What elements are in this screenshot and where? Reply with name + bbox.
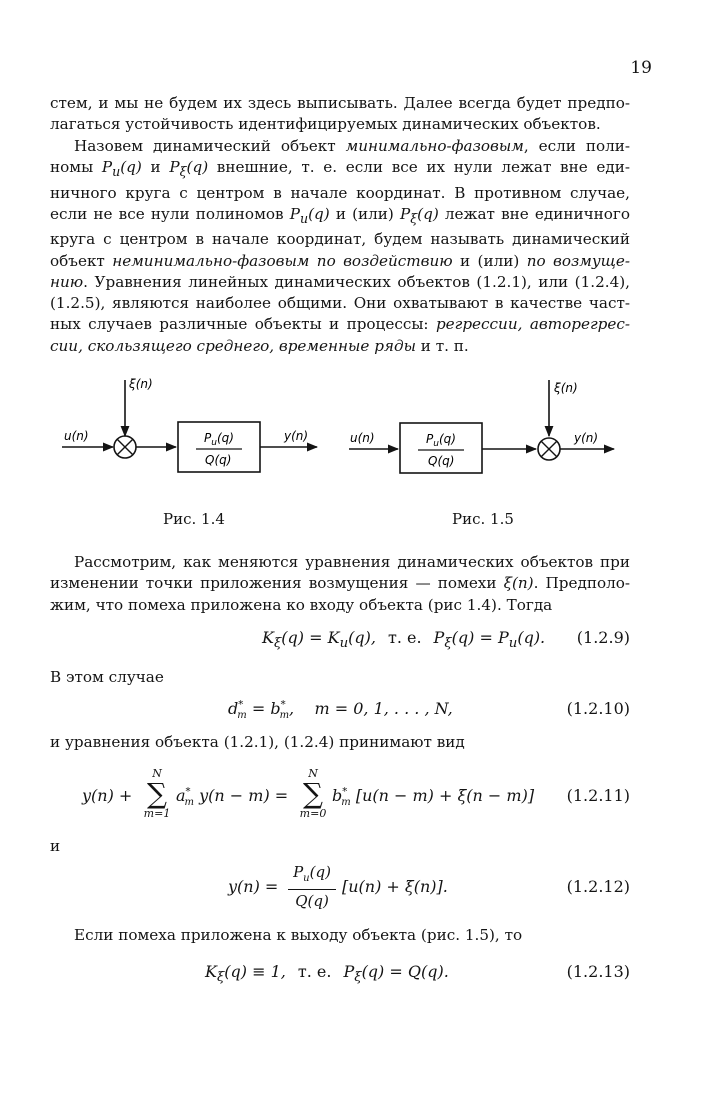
- equation-number: (1.2.11): [566, 786, 630, 805]
- figure-caption: Рис. 1.5: [452, 510, 514, 528]
- text-line: (1.2.5), являются наиболее общими. Они охватывают в качестве част-: [50, 294, 630, 313]
- page-number: 19: [630, 58, 652, 78]
- paragraph-2: [50, 136, 630, 357]
- text-line: если не все нули полиномов $P_u(q)$ и (или) $P_\xi(q)$ лежат вне единичного: [50, 204, 630, 226]
- equation-body: $K_\xi(q) \equiv 1$, т. е. $P_\xi(q) = Q(q)$.: [205, 962, 449, 986]
- input-label: u(n): [350, 431, 375, 445]
- input-label: u(n): [64, 429, 89, 443]
- text-line: изменении точки приложения возмущения — помехи ξ(n). Предполо-: [50, 574, 631, 593]
- equation-middle: $a^*_m$ y(n − m) =: [176, 786, 289, 809]
- noise-label: ξ(n): [129, 377, 153, 391]
- text-in-this-case: В этом случае: [50, 668, 164, 686]
- term-minimum-phase: минимально-фазовым: [345, 137, 524, 155]
- sum-operator: N ∑ m=1: [143, 767, 171, 820]
- text-if-output: Если помеха приложена к выходу объекта (рис. 1.5), то: [74, 926, 523, 944]
- block-denominator: Q(q): [428, 454, 455, 468]
- text-line: объект неминимально-фазовым по воздействию и (или) по возмуще-: [50, 251, 631, 270]
- summing-junction: [114, 436, 136, 458]
- block-denominator: Q(q): [205, 453, 232, 467]
- figure-1-4: [62, 377, 317, 472]
- equation-lhs: y(n) +: [82, 786, 133, 805]
- paragraph-3: [50, 552, 630, 616]
- equation-number: (1.2.10): [566, 699, 630, 718]
- noise-label: ξ(n): [554, 381, 578, 395]
- equation-number: (1.2.13): [566, 962, 630, 981]
- equation-body: $d^*_m = b^*_m$, m = 0, 1, . . . , N,: [228, 699, 453, 722]
- block-diagrams: [0, 360, 721, 500]
- equation-1-2-12: [50, 862, 630, 916]
- equation-1-2-11: [50, 768, 630, 828]
- text-line: нию. Уравнения линейных динамических объектов (1.2.1), или (1.2.4),: [50, 272, 630, 291]
- figure-1-5: [349, 380, 614, 473]
- equation-rhs: $b^*_m$ [u(n − m) + ξ(n − m)]: [332, 786, 535, 809]
- block-numerator: $P_u(q)$: [204, 431, 234, 448]
- output-label: y(n): [574, 431, 599, 445]
- equation-1-2-10: [50, 699, 630, 729]
- figure-caption: Рис. 1.4: [163, 510, 225, 528]
- text-line: круга с центром в начале координат, будем называть динамический: [50, 230, 630, 249]
- equation-1-2-9: [50, 628, 630, 658]
- equation-1-2-13: [50, 962, 630, 992]
- equation-lhs: y(n) =: [228, 877, 279, 896]
- equation-body: $K_\xi(q) = K_u(q)$, т. е. $P_\xi(q) = P_u(q)$.: [262, 628, 546, 652]
- fraction: $P_u(q)$ Q(q): [288, 862, 336, 912]
- text-line: лагаться устойчивость идентифицируемых динамических объектов.: [50, 115, 601, 134]
- text-line: ных случаев различные объекты и процессы: регрессии, авторегрес-: [50, 315, 630, 334]
- text-line: сии, скользящего среднего, временные ряды и т. п.: [50, 336, 469, 355]
- text-line: Рассмотрим, как меняются уравнения динамических объектов при: [74, 553, 630, 571]
- sum-operator: N ∑ m=0: [299, 767, 327, 820]
- text-and: и: [50, 837, 61, 855]
- text-equations-take: и уравнения объекта (1.2.1), (1.2.4) принимают вид: [50, 733, 465, 751]
- equation-number: (1.2.9): [576, 628, 630, 647]
- equation-number: (1.2.12): [566, 877, 630, 896]
- text-line: Назовем динамический объект минимально-фазовым, если поли-: [74, 137, 630, 155]
- text-line: ничного круга с центром в начале координат. В противном случае,: [50, 183, 630, 202]
- equation-rhs: [u(n) + ξ(n)].: [342, 877, 448, 896]
- summing-junction: [538, 438, 560, 460]
- text-line: жим, что помеха приложена ко входу объекта (рис 1.4). Тогда: [50, 595, 553, 614]
- text-line: стем, и мы не будем их здесь выписывать. Далее всегда будет предпо-: [50, 94, 630, 112]
- block-numerator: $P_u(q)$: [426, 432, 456, 449]
- text-line: номы $P_u(q)$ и $P_\xi(q)$ внешние, т. е. если все их нули лежат вне еди-: [50, 158, 631, 180]
- paragraph-1: [50, 93, 630, 136]
- output-label: y(n): [284, 429, 309, 443]
